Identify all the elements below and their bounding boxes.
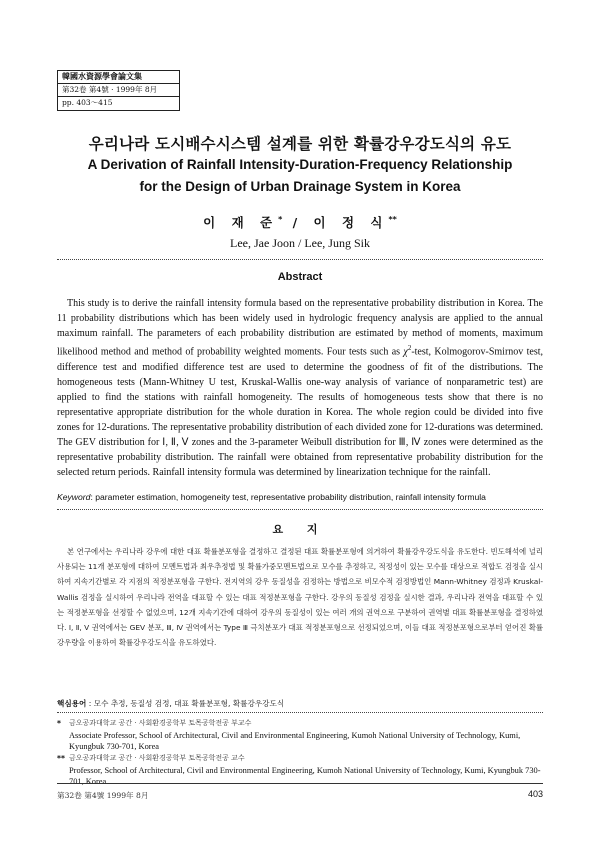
summary-keywords xyxy=(57,698,543,709)
divider xyxy=(57,509,543,510)
abstract-keywords xyxy=(57,492,543,502)
journal-info-box xyxy=(57,70,180,111)
chi-symbol: χ xyxy=(403,346,408,358)
summary-text: 본 연구에서는 우리나라 강우에 대한 대표 확률분포형을 결정하고 결정된 대표 확률분포형에 의거하여 확률강우강도식을 유도한다. 빈도해석에 널리 사용되는 11개 분포형에 대하여 모멘트법과 최우추정법 및 확률가중모멘트법으로 모수를 추정하고, 적정성이 있는 모수를 대상으로 적합도 검정을 실시하여 지속기간별로 각 지점의 적정분포형을 구한다. 전지역의 강우 동질성을 검정하는 방법으로 비모수적 검정방법인 Mann-Whitney 검정과 Kruskal-Wallis 검정을 실시하여 우리나라 전역을 대표할 수 있는 대표 적정분포형을 구한다. 강우의 동질성 검정을 실시한 결과, 우리나라 전역을 대표할 수 있는 적정분포형을 선정할 수 없었으며, 12개 지속기간에 대하여 강우의 동질성이 있는 여러 개의 권역으로 구분하여 권역별 대표 확률분포형을 결정하였다. Ⅰ, Ⅱ, Ⅴ 권역에서는 GEV 분포, Ⅲ, Ⅳ 권역에서는 Type Ⅲ 극치분포가 대표 적정분포형으로 선정되었으며, 이들 대표 적정분포형으로부터 얻어진 확률강우량을 이용하여 확률강우강도식을 유도하였다. xyxy=(57,547,543,648)
keyword-list: : parameter estimation, homogeneity test, representative probability distribution, rainfall intensity formula xyxy=(90,492,486,502)
keyword-label: Keyword xyxy=(57,492,91,502)
footer-rule xyxy=(57,783,543,784)
footnote-1 xyxy=(57,718,543,753)
authors-korean xyxy=(0,213,600,231)
abstract-text-part2: -test, Kolmogorov-Smirnov test, difference test and modified difference test are used to determine the goodness of fit of the distributions. The homogeneous tests (Mann-Whitney U test, Kruskal-Wallis one-way analysis of variance of nonparametric test) are applied to find the stations with rainfall homogeneity. The results of homogeneous tests show that there is no representative appropriate distribution for the whole duration in Korea. The whole region could be divided into five zones for 12-durations. The representative probability distribution of each divided zone for 12-durations was determined. The GEV distribution for Ⅰ, Ⅱ, Ⅴ zones and the 3-parameter Weibull distribution for Ⅲ, Ⅳ zones were determined as the representative probability distribution. The rainfall were obtained from representative probability distribution for the selected return periods. Rainfall intensity formula was determined by linearization technique for the rainfall. xyxy=(57,346,543,479)
chi-superscript: 2 xyxy=(407,344,412,353)
abstract-text xyxy=(57,296,543,480)
footnote-korean: 금오공과대학교 공간 · 사회환경공학부 토목공학전공 교수 xyxy=(69,754,245,762)
footnote-english: Associate Professor, School of Architectural, Civil and Environmental Engineering, Kumoh National University of Technology, Kumi, Kyungbuk 730-701, Korea xyxy=(69,730,521,751)
footnote-english: Professor, School of Architectural, Civil and Environmental Engineering, Kumoh National University of Technology, Kumi, Kyungbuk 730-701, Korea xyxy=(69,765,541,786)
footnote-mark: ** xyxy=(57,754,65,763)
author2-mark: ** xyxy=(388,214,397,224)
footer-issue: 第32卷 第4號 1999年 8月 xyxy=(57,791,149,800)
summary-keyword-list: : 모수 추정, 동질성 검정, 대표 확률분포형, 확률강우강도식 xyxy=(86,699,285,708)
journal-name: 韓國水資源學會論文集 xyxy=(58,71,179,84)
footnote-mark: * xyxy=(57,719,61,728)
summary-heading: 요 지 xyxy=(272,523,328,536)
abstract-text-part1: This study is to derive the rainfall intensity formula based on the representative probability distribution in Korea. The 11 probability distributions which has been widely used in hydrologic frequency analysis are applied to the annual maximum rainfall. The parameters of each probability distribution are estimated by method of moments, maximum likelihood method and method of probability weighted moments. Four tests such as xyxy=(57,298,543,358)
author-separator: / xyxy=(282,215,314,230)
journal-volume: 第32卷 第4號 · 1999年 8月 xyxy=(58,84,179,97)
abstract-heading: Abstract xyxy=(277,271,323,283)
title-korean: 우리나라 도시배수시스템 설계를 위한 확률강우강도식의 유도 xyxy=(88,135,512,153)
authors-english: Lee, Jae Joon / Lee, Jung Sik xyxy=(230,236,370,250)
divider xyxy=(57,712,543,713)
title-english-line1: A Derivation of Rainfall Intensity-Duration-Frequency Relationship xyxy=(87,157,513,172)
title-english-line2: for the Design of Urban Drainage System in Korea xyxy=(139,179,461,194)
author1-mark: * xyxy=(278,214,283,224)
page-number: 403 xyxy=(527,789,543,799)
author1-name: 이 재 준 xyxy=(203,215,279,230)
divider xyxy=(57,259,543,260)
journal-pages: pp. 403～415 xyxy=(62,98,113,107)
footnote-korean: 금오공과대학교 공간 · 사회환경공학부 토목공학전공 부교수 xyxy=(69,719,252,727)
summary-keyword-label: 핵심용어 xyxy=(57,699,87,708)
author2-name: 이 정 식 xyxy=(313,215,389,230)
